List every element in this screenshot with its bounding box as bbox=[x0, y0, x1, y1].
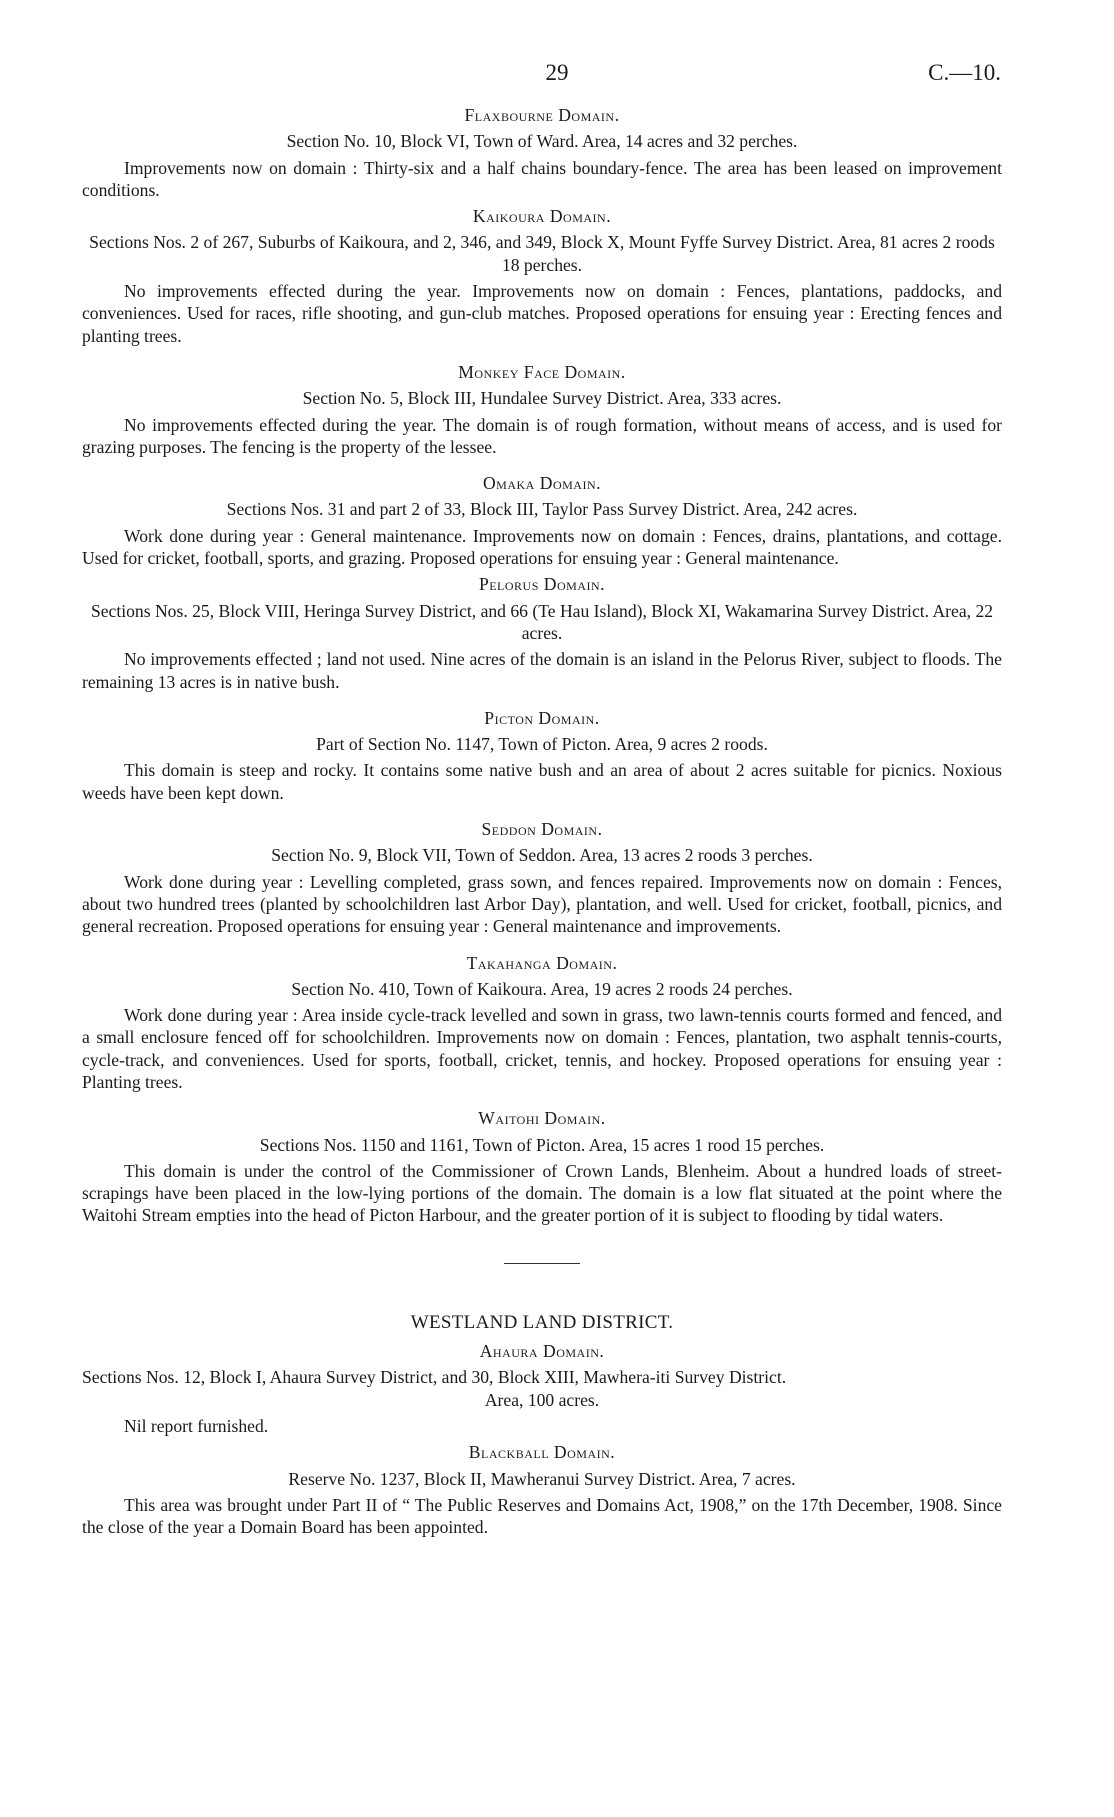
omaka-domain-section bbox=[82, 472, 1002, 569]
section-subtitle-area: Area, 100 acres. bbox=[484, 1389, 600, 1410]
section-body: Nil report furnished. bbox=[124, 1415, 269, 1436]
page-number: 29 bbox=[545, 60, 569, 85]
monkey-face-domain-section bbox=[82, 361, 1002, 458]
ahaura-domain-section bbox=[82, 1340, 1002, 1437]
section-subtitle: Sections Nos. 25, Block VIII, Heringa Survey District, and 66 (Te Hau Island), Block XI, Wakamarina Survey District. Area, 22 acres. bbox=[90, 600, 994, 643]
section-subtitle: Reserve No. 1237, Block II, Mawheranui Survey District. Area, 7 acres. bbox=[288, 1468, 796, 1489]
section-body: Improvements now on domain : Thirty-six and a half chains boundary-fence. The area has been leased on improvement conditions. bbox=[82, 157, 1002, 200]
section-subtitle: Sections Nos. 31 and part 2 of 33, Block III, Taylor Pass Survey District. Area, 242 acres. bbox=[226, 499, 858, 520]
section-divider bbox=[504, 1263, 580, 1264]
page-content bbox=[82, 104, 1002, 1542]
section-heading: Monkey Face Domain. bbox=[458, 361, 626, 382]
section-heading: Picton Domain. bbox=[484, 707, 600, 728]
section-heading: Seddon Domain. bbox=[481, 819, 603, 840]
page-header bbox=[0, 60, 1114, 92]
section-heading: Kaikoura Domain. bbox=[472, 206, 612, 227]
section-subtitle: Section No. 410, Town of Kaikoura. Area, 19 acres 2 roods 24 perches. bbox=[291, 978, 793, 999]
section-heading: Ahaura Domain. bbox=[479, 1341, 605, 1362]
section-heading: Flaxbourne Domain. bbox=[464, 105, 620, 125]
document-code: C.—10. bbox=[928, 60, 1001, 85]
section-subtitle: Sections Nos. 12, Block I, Ahaura Survey District, and 30, Block XIII, Mawhera-iti Survey District. bbox=[82, 1367, 787, 1388]
section-heading: Pelorus Domain. bbox=[478, 574, 606, 595]
waitohi-domain-section bbox=[82, 1107, 1002, 1226]
section-subtitle: Sections Nos. 2 of 267, Suburbs of Kaikoura, and 2, 346, and 349, Block X, Mount Fyffe Survey District. Area, 81 acres 2 roods 18 perches. bbox=[89, 232, 995, 275]
section-heading: Omaka Domain. bbox=[482, 473, 602, 494]
takahanga-domain-section bbox=[82, 952, 1002, 1094]
pelorus-domain-section bbox=[82, 573, 1002, 692]
flaxbourne-domain-section bbox=[82, 104, 1002, 201]
section-subtitle: Sections Nos. 1150 and 1161, Town of Picton. Area, 15 acres 1 rood 15 perches. bbox=[259, 1134, 825, 1155]
section-body: This domain is under the control of the Commissioner of Crown Lands, Blenheim. About a hundred loads of street-scrapings have been placed in the low-lying portions of the domain. The domain is a low flat situated at the point where the Waitohi Stream empties into the head of Picton Harbour, and the greater portion of it is subject to flooding by tidal waters. bbox=[82, 1160, 1002, 1226]
section-subtitle: Part of Section No. 1147, Town of Picton. Area, 9 acres 2 roods. bbox=[316, 734, 768, 755]
section-body: No improvements effected during the year. Improvements now on domain : Fences, plantations, paddocks, and conveniences. Used for races, rifle shooting, and gun-club matches. Proposed operations for ensuing year : Erecting fences and planting trees. bbox=[82, 281, 1002, 346]
section-subtitle: Section No. 10, Block VI, Town of Ward. Area, 14 acres and 32 perches. bbox=[286, 131, 798, 152]
section-body: Work done during year : Area inside cycle-track levelled and sown in grass, two lawn-tennis courts formed and fenced, and a small enclosure fenced off for schoolchildren. Improvements now on domain : Fences, plantation, two asphalt tennis-courts, cycle-track, and conveniences. Used for sports, football, cricket, tennis, and hockey. Proposed operations for ensuing year : Planting trees. bbox=[82, 1005, 1002, 1092]
section-body: This domain is steep and rocky. It contains some native bush and an area of about 2 acres suitable for picnics. Noxious weeds have been kept down. bbox=[82, 760, 1002, 803]
section-subtitle: Section No. 9, Block VII, Town of Seddon. Area, 13 acres 2 roods 3 perches. bbox=[271, 845, 813, 866]
section-body: Work done during year : General maintenance. Improvements now on domain : Fences, drains, plantations, and cottage. Used for cricket, football, sports, and grazing. Proposed operations for ensuing year : General maintenance. bbox=[82, 525, 1002, 569]
section-body: This area was brought under Part II of “ The Public Reserves and Domains Act, 1908,” on the 17th December, 1908. Since the close of the year a Domain Board has been appointed. bbox=[82, 1494, 1002, 1538]
district-title: WESTLAND LAND DISTRICT. bbox=[410, 1311, 674, 1333]
section-heading: Waitohi Domain. bbox=[478, 1108, 606, 1129]
seddon-domain-section bbox=[82, 818, 1002, 937]
section-heading: Takahanga Domain. bbox=[466, 952, 618, 973]
section-subtitle: Section No. 5, Block III, Hundalee Survey District. Area, 333 acres. bbox=[302, 388, 782, 409]
section-body: No improvements effected ; land not used. Nine acres of the domain is an island in the Pelorus River, subject to floods. The remaining 13 acres is in native bush. bbox=[82, 649, 1002, 692]
section-heading: Blackball Domain. bbox=[468, 1442, 616, 1463]
section-body: No improvements effected during the year. The domain is of rough formation, without means of access, and is used for grazing purposes. The fencing is the property of the lessee. bbox=[82, 414, 1002, 457]
section-body: Work done during year : Levelling completed, grass sown, and fences repaired. Improvements now on domain : Fences, about two hundred trees (planted by schoolchildren last Arbor Day), plantation, and well. Used for cricket, football, picnics, and general recreation. Proposed operations for ensuing year : General maintenance and improvements. bbox=[82, 871, 1002, 937]
westland-district bbox=[82, 1312, 1002, 1539]
blackball-domain-section bbox=[82, 1441, 1002, 1538]
kaikoura-domain-section bbox=[82, 205, 1002, 347]
picton-domain-section bbox=[82, 707, 1002, 804]
